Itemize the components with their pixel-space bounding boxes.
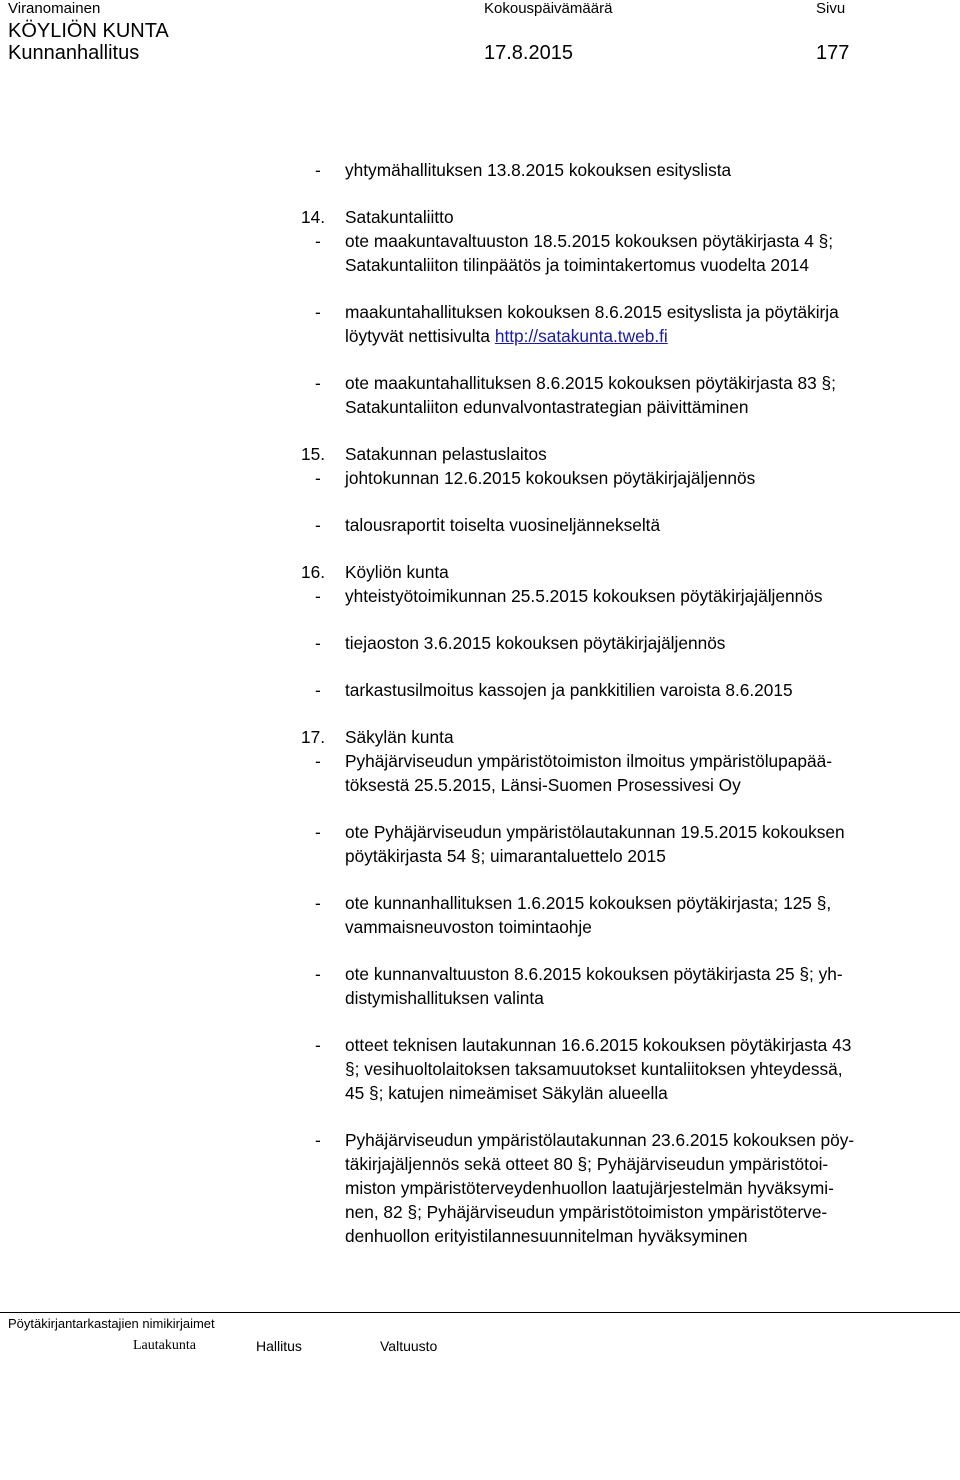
- bullet-dash: -: [315, 468, 321, 488]
- list-item: otteet teknisen lautakunnan 16.6.2015 kokouksen pöytäkirjasta 43: [345, 1035, 852, 1055]
- bullet-dash: -: [315, 751, 321, 771]
- bullet-dash: -: [315, 160, 321, 180]
- list-item-cont: §; vesihuoltolaitoksen taksamuutokset kuntaliitoksen yhteydessä,: [345, 1059, 843, 1079]
- header-authority-label: Viranomainen: [8, 0, 101, 17]
- list-item: johtokunnan 12.6.2015 kokouksen pöytäkirjajäljennös: [345, 468, 756, 488]
- section-title: Satakunnan pelastuslaitos: [345, 444, 547, 464]
- link-intro: löytyvät nettisivulta: [345, 326, 495, 346]
- section-number: 16.: [301, 562, 326, 582]
- list-item-cont: Satakuntaliiton tilinpäätös ja toimintakertomus vuodelta 2014: [345, 255, 809, 275]
- document-header: [8, 0, 872, 66]
- list-item-cont: miston ympäristöterveydenhuollon laatujärjestelmän hyväksymi-: [345, 1178, 834, 1198]
- document-body: [0, 158, 960, 1248]
- satakunta-link[interactable]: http://satakunta.tweb.fi: [494, 326, 668, 346]
- footer-hallitus: Hallitus: [256, 1338, 302, 1354]
- section-number: 17.: [301, 727, 326, 747]
- list-item-cont: denhuollon erityistilannesuunnitelman hyväksyminen: [345, 1226, 748, 1246]
- meeting-date: 17.8.2015: [484, 42, 573, 64]
- list-item: ote kunnanhallituksen 1.6.2015 kokouksen pöytäkirjasta; 125 §,: [345, 893, 832, 913]
- bullet-dash: -: [315, 1130, 321, 1150]
- section-number: 14.: [301, 207, 326, 227]
- list-item: ote kunnanvaltuuston 8.6.2015 kokouksen pöytäkirjasta 25 §; yh-: [345, 964, 843, 984]
- list-item: ote maakuntavaltuuston 18.5.2015 kokouksen pöytäkirjasta 4 §;: [345, 231, 834, 251]
- list-item: maakuntahallituksen kokouksen 8.6.2015 esityslista ja pöytäkirja: [345, 302, 839, 322]
- footer-title: Pöytäkirjantarkastajien nimikirjaimet: [8, 1316, 215, 1331]
- bullet-dash: -: [315, 515, 321, 535]
- bullet-dash: -: [315, 964, 321, 984]
- footer-divider: [0, 1312, 960, 1313]
- list-item: Pyhäjärviseudun ympäristötoimiston ilmoitus ympäristölupapää-: [345, 751, 832, 771]
- bullet-dash: -: [315, 633, 321, 653]
- list-item-cont: nen, 82 §; Pyhäjärviseudun ympäristötoimiston ympäristöterve-: [345, 1202, 828, 1222]
- bullet-dash: -: [315, 893, 321, 913]
- bullet-dash: -: [315, 302, 321, 322]
- list-item: tiejaoston 3.6.2015 kokouksen pöytäkirjajäljennös: [345, 633, 726, 653]
- section-title: Köyliön kunta: [345, 562, 449, 582]
- bullet-dash: -: [315, 1035, 321, 1055]
- section-title: Säkylän kunta: [345, 727, 454, 747]
- list-item-cont: täkirjajäljennös sekä otteet 80 §; Pyhäjärviseudun ympäristötoi-: [345, 1154, 829, 1174]
- list-item-cont: töksestä 25.5.2015, Länsi-Suomen Prosessivesi Oy: [345, 775, 741, 795]
- list-item-cont: distymishallituksen valinta: [345, 988, 544, 1008]
- footer-valtuusto: Valtuusto: [380, 1338, 438, 1354]
- page-number: 177: [816, 42, 850, 64]
- header-page-label: Sivu: [816, 0, 846, 17]
- section-title: Satakuntaliitto: [345, 207, 454, 227]
- organization-name: KÖYLIÖN KUNTA: [8, 20, 169, 42]
- bullet-dash: -: [315, 680, 321, 700]
- bullet-dash: -: [315, 373, 321, 393]
- list-item: ote Pyhäjärviseudun ympäristölautakunnan 19.5.2015 kokouksen: [345, 822, 845, 842]
- list-item: yhteistyötoimikunnan 25.5.2015 kokouksen pöytäkirjajäljennös: [345, 586, 823, 606]
- list-item-cont: Satakuntaliiton edunvalvontastrategian päivittäminen: [345, 397, 749, 417]
- list-item: talousraportit toiselta vuosineljännekseltä: [345, 515, 661, 535]
- list-item: tarkastusilmoitus kassojen ja pankkitilien varoista 8.6.2015: [345, 680, 793, 700]
- section-number: 15.: [301, 444, 326, 464]
- bullet-dash: -: [315, 822, 321, 842]
- list-item-cont: [345, 324, 668, 348]
- list-item: ote maakuntahallituksen 8.6.2015 kokouksen pöytäkirjasta 83 §;: [345, 373, 836, 393]
- bullet-dash: -: [315, 586, 321, 606]
- list-item: yhtymähallituksen 13.8.2015 kokouksen esityslista: [345, 160, 732, 180]
- list-item-cont: 45 §; katujen nimeämiset Säkylän alueella: [345, 1083, 668, 1103]
- footer-lautakunta: Lautakunta: [133, 1338, 196, 1353]
- bullet-dash: -: [315, 231, 321, 251]
- list-item-cont: pöytäkirjasta 54 §; uimarantaluettelo 2015: [345, 846, 666, 866]
- meeting-body: Kunnanhallitus: [8, 42, 140, 64]
- list-item: Pyhäjärviseudun ympäristölautakunnan 23.6.2015 kokouksen pöy-: [345, 1130, 855, 1150]
- list-item-cont: vammaisneuvoston toimintaohje: [345, 917, 592, 937]
- header-date-label: Kokouspäivämäärä: [484, 0, 613, 17]
